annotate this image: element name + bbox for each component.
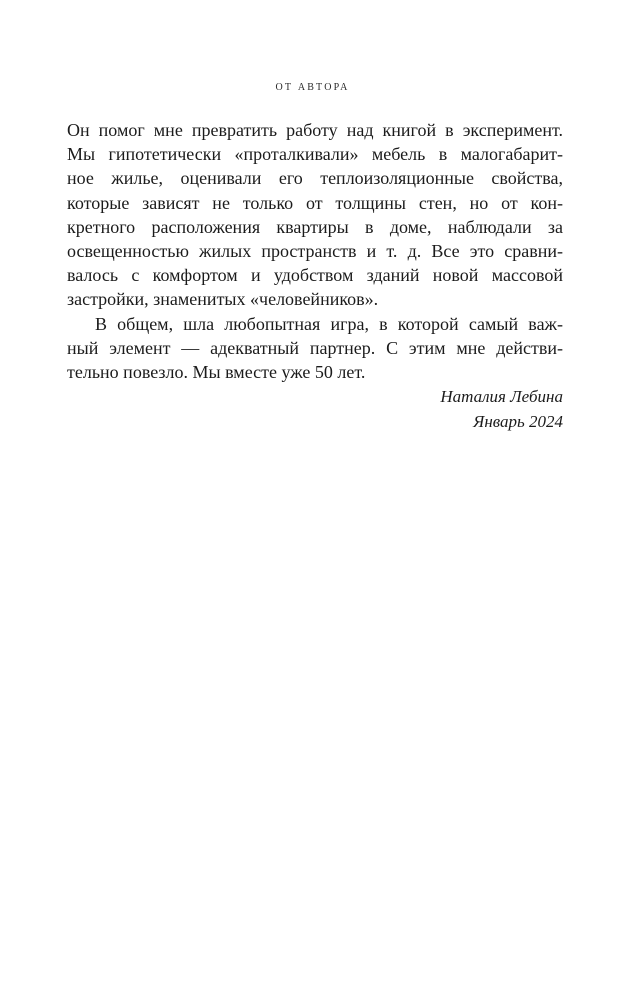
text-line: ный элемент — адекватный партнер. С этим мне действи-: [67, 337, 563, 358]
text-line: Он помог мне превратить работу над книгой в эксперимент.: [67, 120, 563, 140]
text-line: кретного расположения квартиры в доме, наблюдали за: [67, 216, 563, 237]
text-line: которые зависят не только от толщины стен, но от кон-: [67, 192, 563, 213]
text-line: застройки, знаменитых «человейников».: [67, 289, 379, 310]
author-name: Наталия Лебина: [440, 387, 563, 406]
text-line: В общем, шла любопытная игра, в которой самый важ-: [95, 313, 563, 334]
paragraph-1: [67, 118, 563, 312]
text-line: ное жилье, оценивали его теплоизоляционные свойства,: [67, 168, 563, 189]
signature-date: Январь 2024: [473, 412, 563, 431]
text-line: освещенностью жилых пространств и т. д. Все это сравни-: [67, 241, 563, 262]
signature: [263, 384, 563, 434]
text-line: Мы гипотетически «проталкивали» мебель в малогабарит-: [67, 144, 563, 165]
body-text: [67, 118, 563, 384]
text-line: тельно повезло. Мы вместе уже 50 лет.: [67, 362, 366, 383]
paragraph-2: [67, 312, 563, 385]
running-head: ОТ АВТОРА: [275, 82, 350, 93]
text-line: валось с комфортом и удобством зданий новой массовой: [67, 265, 563, 286]
